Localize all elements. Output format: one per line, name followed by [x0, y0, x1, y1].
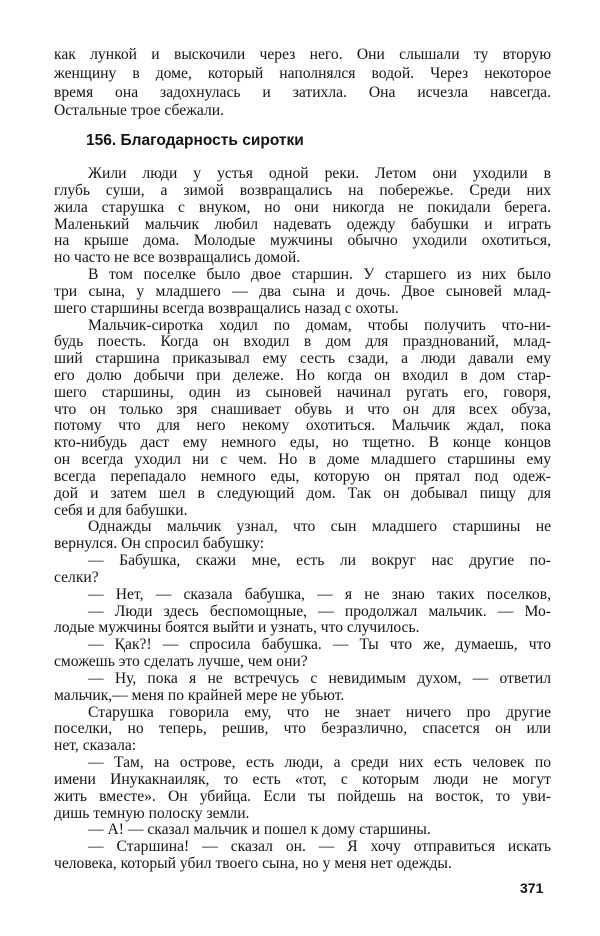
text-line: потому что для него некому охотиться. Мальчик ждал, пока — [54, 417, 551, 435]
text-line: селки? — [54, 568, 99, 586]
text-line: его долю добычи при дележе. Но когда он входил в дом стар- — [54, 367, 551, 384]
text-line: что он только зря снашивает обувь и что он для всех обуза, — [54, 400, 551, 418]
text-line: время она задохнулась и затихла. Она исчезла навсегда. — [54, 84, 551, 101]
text-line: жила старушка с внуком, но они никогда не покидали берега. — [54, 198, 551, 216]
text-line: В том поселке было двое старшин. У старшего из них было — [88, 266, 551, 283]
text-line: человека, который убил твоего сына, но у меня нет одежды. — [54, 855, 452, 872]
text-line: — Қак?! — спросила бабушка. — Ты что же, думаешь, что — [88, 636, 551, 654]
text-line: дишь темную полоску земли. — [54, 804, 250, 822]
text-line: дой и затем шел в следующий дом. Так он добывал пищу для — [54, 484, 551, 502]
text-line: нет, сказала: — [54, 737, 137, 755]
page-number: 371 — [520, 880, 544, 896]
text-line: Остальные трое сбежали. — [54, 102, 225, 119]
text-line: будь поесть. Когда он входил в дом для празднований, млад- — [54, 333, 551, 351]
text-line: Мальчик-сиротка ходил по домам, чтобы получить что-ни- — [88, 316, 551, 334]
text-line: жить вместе». Он убийца. Если ты пойдешь на восток, то уви- — [54, 787, 551, 805]
text-line: кто-нибудь даст ему немного еды, но тщетно. В конце концов — [54, 434, 551, 452]
text-line: шего старшины, один из сыновей начинал ругать его, говоря, — [54, 383, 551, 401]
text-line: сможешь это сделать лучше, чем они? — [54, 653, 308, 670]
text-line: Старушка говорила ему, что не знает ничего про другие — [88, 703, 551, 721]
text-line: лодые мужчины боятся выйти и узнать, что случилось. — [54, 619, 420, 637]
text-line: вернулся. Он спросил бабушку: — [54, 535, 265, 553]
text-line: — Люди здесь беспомощные, — продолжал мальчик. — Мо- — [88, 602, 551, 620]
text-line: женщину в доме, который наполнялся водой. Через некоторое — [54, 65, 551, 82]
text-line: мальчик,— меня по крайней мере не убьют. — [54, 686, 345, 704]
text-line: — Ну, пока я не встречусь с невидимым духом, — ответил — [88, 669, 551, 687]
text-line: Однажды мальчик узнал, что сын младшего старшины не — [88, 518, 551, 536]
text-line: шего старшины всегда возвращались назад с охоты. — [54, 299, 399, 317]
text-line: Маленький мальчик любил надевать одежду бабушки и играть — [54, 215, 551, 233]
text-line: — Старшина! — сказал он. — Я хочу отправиться искать — [88, 838, 551, 856]
text-line: на крыше дома. Молодые мужчины обычно уходили охотиться, — [54, 232, 551, 250]
text-line: поселки, но теперь, решив, что безразлично, спасется он или — [54, 720, 551, 738]
text-line: — Там, на острове, есть люди, а среди них есть человек по — [88, 754, 551, 771]
text-line: он всегда уходил ни с чем. Но в доме младшего старшины ему — [54, 451, 551, 469]
text-line: Жили люди у устья одной реки. Летом они уходили в — [88, 165, 551, 182]
text-line: ший старшина приказывал ему сесть сзади, а люди давали ему — [54, 350, 551, 368]
story-title: 156. Благодарность сиротки — [86, 132, 304, 149]
text-line: как лункой и выскочили через него. Они слышали ту вторую — [54, 46, 551, 63]
text-line: всегда перепадало немного еды, которую он прятал под одеж- — [54, 467, 551, 485]
text-line: — А! — сказал мальчик и пошел к дому старшины. — [88, 821, 431, 839]
text-line: себя и для бабушки. — [54, 501, 188, 519]
text-line: имени Инукакнаиляк, то есть «тот, с которым люди не могут — [54, 770, 551, 788]
text-line: но часто не все возвращались домой. — [54, 249, 301, 267]
text-line: три сына, у младшего — два сына и дочь. Двое сыновей млад- — [54, 282, 551, 300]
text-line: — Нет, — сказала бабушка, — я не знаю таких поселков, — [88, 585, 551, 603]
text-line: — Бабушка, скажи мне, есть ли вокруг нас другие по- — [88, 552, 551, 570]
text-line: глубь суши, а зимой возвращались на побережье. Среди них — [54, 181, 551, 199]
